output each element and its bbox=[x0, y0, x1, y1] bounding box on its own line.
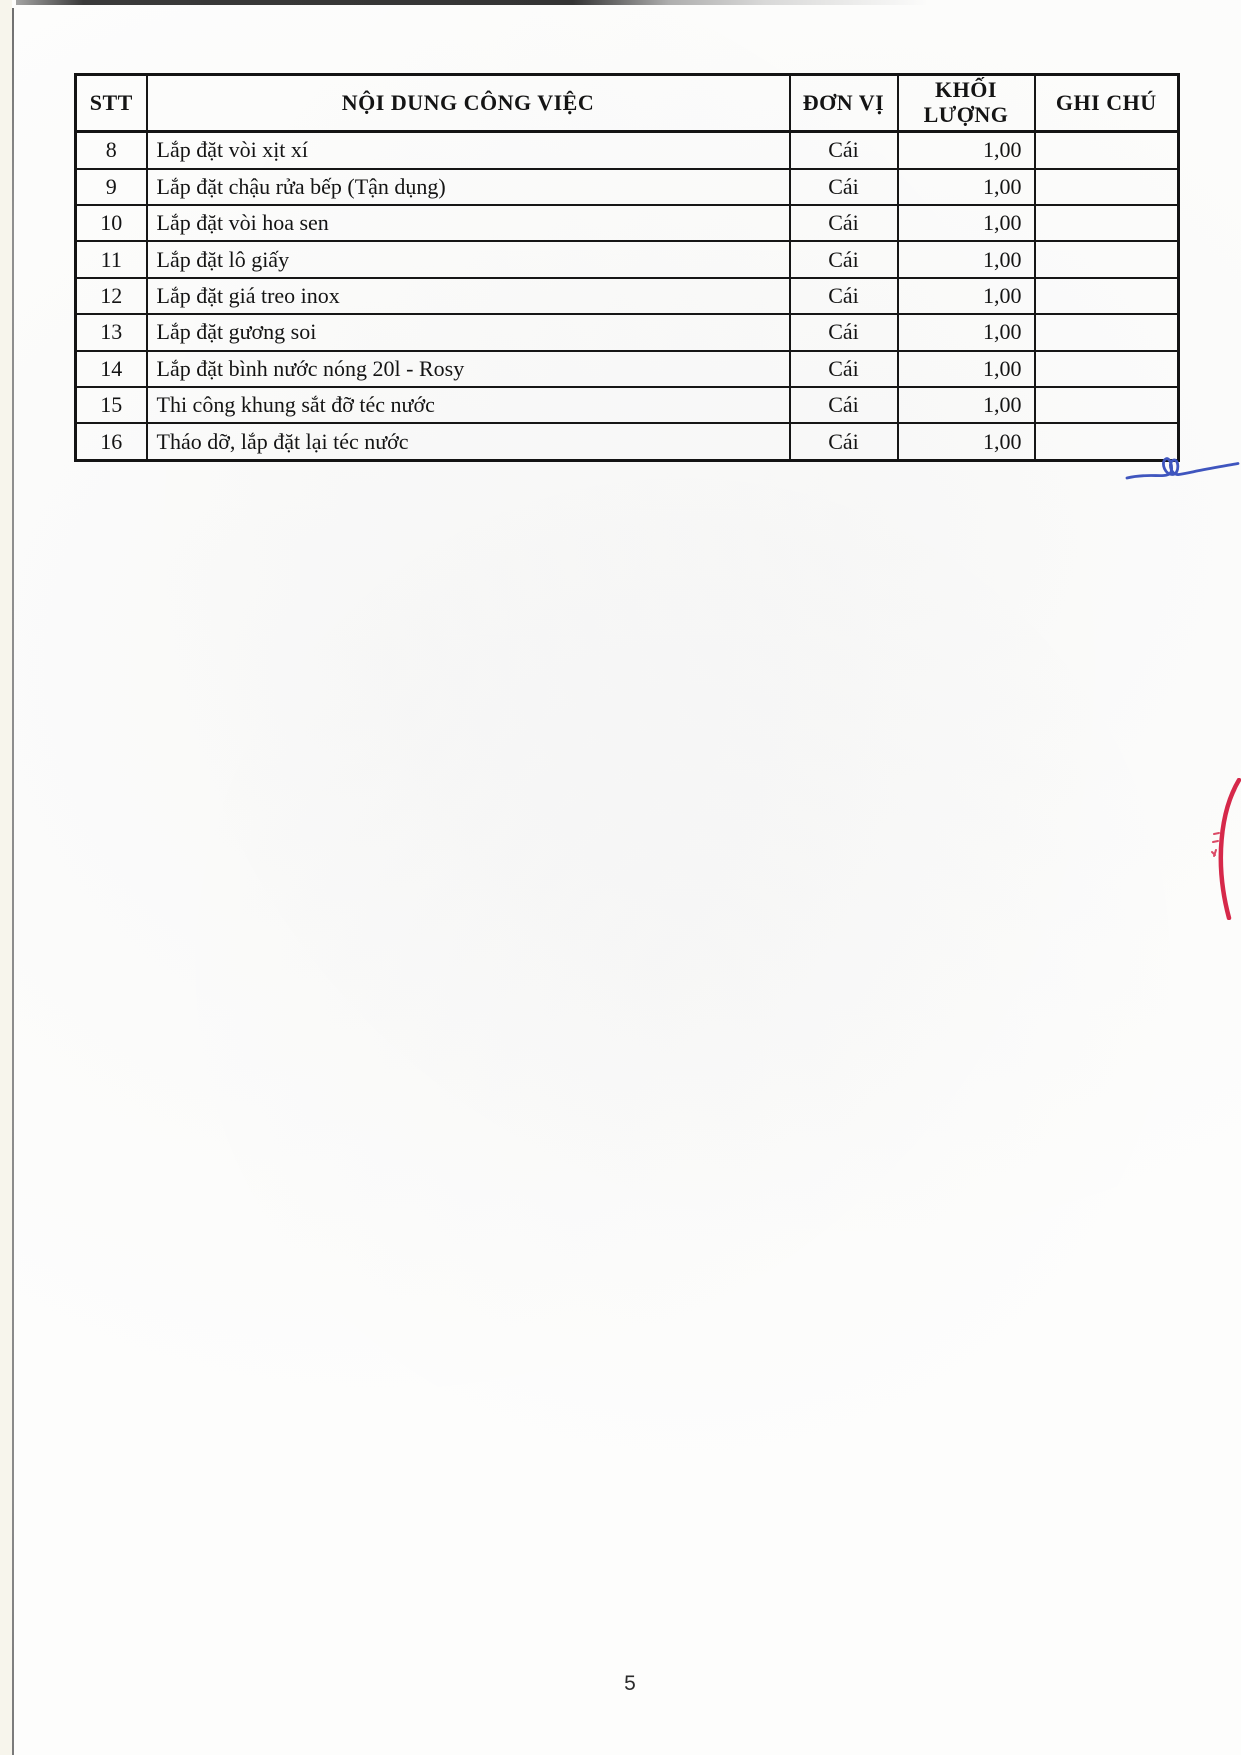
table-row bbox=[76, 314, 1179, 350]
cell-stt: 10 bbox=[76, 205, 147, 241]
table-row bbox=[76, 351, 1179, 387]
table-header-row bbox=[76, 75, 1179, 132]
table-row bbox=[76, 241, 1179, 277]
cell-content: Tháo dỡ, lắp đặt lại téc nước bbox=[147, 423, 790, 460]
work-items-table bbox=[74, 73, 1180, 462]
handwritten-initials-stroke bbox=[1127, 459, 1238, 478]
cell-quantity: 1,00 bbox=[898, 169, 1035, 205]
cell-content: Lắp đặt chậu rửa bếp (Tận dụng) bbox=[147, 169, 790, 205]
table-row bbox=[76, 278, 1179, 314]
cell-stt: 14 bbox=[76, 351, 147, 387]
cell-note bbox=[1035, 351, 1179, 387]
cell-content: Lắp đặt bình nước nóng 20l - Rosy bbox=[147, 351, 790, 387]
cell-unit: Cái bbox=[790, 314, 898, 350]
cell-content: Lắp đặt vòi hoa sen bbox=[147, 205, 790, 241]
cell-content: Lắp đặt gương soi bbox=[147, 314, 790, 350]
red-stamp-arc-icon bbox=[1199, 778, 1241, 920]
scan-edge-strip bbox=[0, 0, 12, 1755]
cell-unit: Cái bbox=[790, 169, 898, 205]
table-row bbox=[76, 132, 1179, 169]
scan-edge-line bbox=[12, 8, 14, 1755]
table-row bbox=[76, 387, 1179, 423]
cell-stt: 15 bbox=[76, 387, 147, 423]
cell-unit: Cái bbox=[790, 423, 898, 460]
cell-stt: 13 bbox=[76, 314, 147, 350]
table-row bbox=[76, 169, 1179, 205]
cell-quantity: 1,00 bbox=[898, 314, 1035, 350]
cell-quantity: 1,00 bbox=[898, 423, 1035, 460]
cell-note bbox=[1035, 169, 1179, 205]
cell-unit: Cái bbox=[790, 132, 898, 169]
header-unit: ĐƠN VỊ bbox=[790, 75, 898, 132]
cell-stt: 16 bbox=[76, 423, 147, 460]
header-quantity-line2: LƯỢNG bbox=[923, 102, 1009, 127]
cell-note bbox=[1035, 241, 1179, 277]
header-note: GHI CHÚ bbox=[1035, 75, 1179, 132]
cell-content: Lắp đặt giá treo inox bbox=[147, 278, 790, 314]
cell-content: Thi công khung sắt đỡ téc nước bbox=[147, 387, 790, 423]
cell-content: Lắp đặt vòi xịt xí bbox=[147, 132, 790, 169]
cell-unit: Cái bbox=[790, 351, 898, 387]
header-content: NỘI DUNG CÔNG VIỆC bbox=[147, 75, 790, 132]
cell-stt: 9 bbox=[76, 169, 147, 205]
cell-unit: Cái bbox=[790, 278, 898, 314]
cell-note bbox=[1035, 205, 1179, 241]
cell-unit: Cái bbox=[790, 387, 898, 423]
cell-content: Lắp đặt lô giấy bbox=[147, 241, 790, 277]
header-quantity bbox=[898, 75, 1035, 132]
cell-quantity: 1,00 bbox=[898, 241, 1035, 277]
cell-stt: 12 bbox=[76, 278, 147, 314]
cell-quantity: 1,00 bbox=[898, 278, 1035, 314]
scan-top-line bbox=[16, 0, 976, 5]
cell-unit: Cái bbox=[790, 205, 898, 241]
cell-note bbox=[1035, 314, 1179, 350]
cell-stt: 8 bbox=[76, 132, 147, 169]
table-row bbox=[76, 205, 1179, 241]
cell-quantity: 1,00 bbox=[898, 205, 1035, 241]
cell-quantity: 1,00 bbox=[898, 132, 1035, 169]
table-row bbox=[76, 423, 1179, 460]
cell-note bbox=[1035, 132, 1179, 169]
cell-note bbox=[1035, 278, 1179, 314]
header-quantity-line1: KHỐI bbox=[935, 77, 997, 103]
page-number: 5 bbox=[624, 1672, 636, 1695]
handwritten-initials-icon bbox=[1124, 448, 1241, 490]
cell-unit: Cái bbox=[790, 241, 898, 277]
cell-stt: 11 bbox=[76, 241, 147, 277]
cell-quantity: 1,00 bbox=[898, 351, 1035, 387]
cell-note bbox=[1035, 387, 1179, 423]
cell-quantity: 1,00 bbox=[898, 387, 1035, 423]
header-stt: STT bbox=[76, 75, 147, 132]
stamp-text-specks bbox=[1212, 833, 1219, 856]
